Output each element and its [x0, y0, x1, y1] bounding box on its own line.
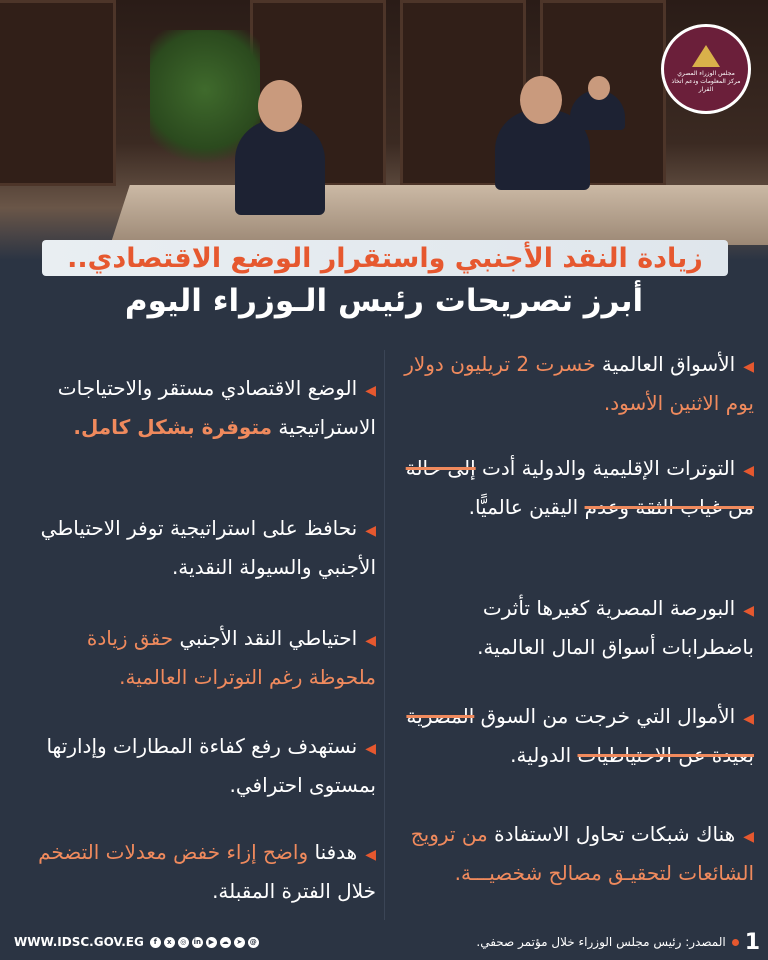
x-icon[interactable]: x	[164, 937, 175, 948]
triangle-bullet-icon: ◀	[743, 829, 754, 845]
triangle-bullet-icon: ◀	[743, 463, 754, 479]
statement-text-end: خلال الفترة المقبلة.	[212, 879, 376, 903]
statement-underlined: إلى حالة من غياب الثقة وعدم	[405, 456, 754, 519]
dot-icon	[732, 939, 739, 946]
statement-text: نحافظ على استراتيجية توفر الاحتياطي الأجنبي والسيولة النقدية.	[40, 516, 376, 579]
triangle-bullet-icon: ◀	[365, 847, 376, 863]
footer	[0, 924, 768, 960]
statement-text: الأسواق العالمية	[595, 352, 736, 376]
triangle-bullet-icon: ◀	[365, 383, 376, 399]
statement-text: هناك شبكات تحاول الاستفادة	[487, 822, 736, 846]
footer-source	[476, 930, 760, 955]
statement-text: الوضع الاقتصادي مستقر والاحتياجات الاستراتيجية	[57, 376, 376, 439]
logo-text: مجلس الوزراء المصري مركز المعلومات ودعم اتخاذ القرار	[671, 69, 741, 93]
statement-text: التوترات الإقليمية والدولية أدت	[475, 456, 736, 480]
statement-item	[14, 728, 376, 803]
instagram-icon[interactable]: ◎	[178, 937, 189, 948]
statement-text: البورصة المصرية كغيرها تأثرت باضطرابات أسواق المال العالمية.	[477, 596, 754, 659]
page-number: 1	[744, 929, 760, 955]
headline-banner	[42, 240, 728, 276]
threads-icon[interactable]: @	[249, 938, 257, 946]
statement-item	[394, 346, 754, 421]
statement-text-end: اليقين عالميًّا.	[468, 495, 585, 519]
statement-item	[14, 620, 376, 695]
idsc-logo	[661, 24, 751, 114]
triangle-bullet-icon: ◀	[743, 359, 754, 375]
pyramid-icon	[692, 45, 720, 67]
statement-item	[394, 450, 754, 525]
youtube-icon[interactable]: ▶	[206, 937, 217, 948]
linkedin-icon[interactable]: in	[193, 938, 201, 946]
headline-text: زيادة النقد الأجنبي واستقرار الوضع الاقتصادي..	[67, 242, 703, 274]
page-subtitle: أبرز تصريحات رئيس الـوزراء اليوم	[124, 283, 644, 319]
statement-highlight: خسرت 2 تريليون دولار يوم الاثنين الأسود.	[404, 352, 754, 415]
triangle-bullet-icon: ◀	[365, 633, 376, 649]
statement-item	[394, 698, 754, 773]
statement-text: نستهدف رفع كفاءة المطارات وإدارتها بمستوى احترافي.	[46, 734, 376, 797]
source-text: المصدر: رئيس مجلس الوزراء خلال مؤتمر صحفي.	[476, 935, 726, 949]
triangle-bullet-icon: ◀	[743, 603, 754, 619]
triangle-bullet-icon: ◀	[365, 741, 376, 757]
statement-highlight: متوفرة بشكل كامل.	[73, 415, 273, 439]
statement-text: هدفنا	[308, 840, 358, 864]
footer-website	[14, 935, 259, 949]
statement-text: احتياطي النقد الأجنبي	[173, 626, 358, 650]
statement-highlight: حقق زيادة ملحوظة رغم التوترات العالمية.	[86, 626, 376, 689]
statement-underlined: المصرية بعيدة عن الاحتياطيات	[406, 704, 754, 767]
soundcloud-icon[interactable]: ☁	[221, 938, 229, 946]
statement-item	[14, 510, 376, 585]
statement-item	[14, 370, 376, 445]
social-icons	[150, 937, 259, 948]
statement-text: الأموال التي خرجت من السوق	[474, 704, 736, 728]
statement-item	[14, 834, 376, 909]
triangle-bullet-icon: ◀	[365, 523, 376, 539]
statement-item	[394, 590, 754, 665]
statement-item	[394, 816, 754, 891]
facebook-icon[interactable]: f	[150, 937, 161, 948]
statement-highlight: واضح إزاء خفض معدلات التضخم	[38, 840, 309, 864]
statement-highlight: من ترويج الشائعات لتحقيـق مصالح شخصيـــة.	[410, 822, 754, 885]
statement-text-end: الدولية.	[510, 743, 578, 767]
telegram-icon[interactable]: ➤	[234, 937, 245, 948]
website-url[interactable]: WWW.IDSC.GOV.EG	[14, 935, 144, 949]
column-divider	[384, 350, 385, 920]
triangle-bullet-icon: ◀	[743, 711, 754, 727]
cabinet-meeting-photo	[0, 0, 768, 260]
